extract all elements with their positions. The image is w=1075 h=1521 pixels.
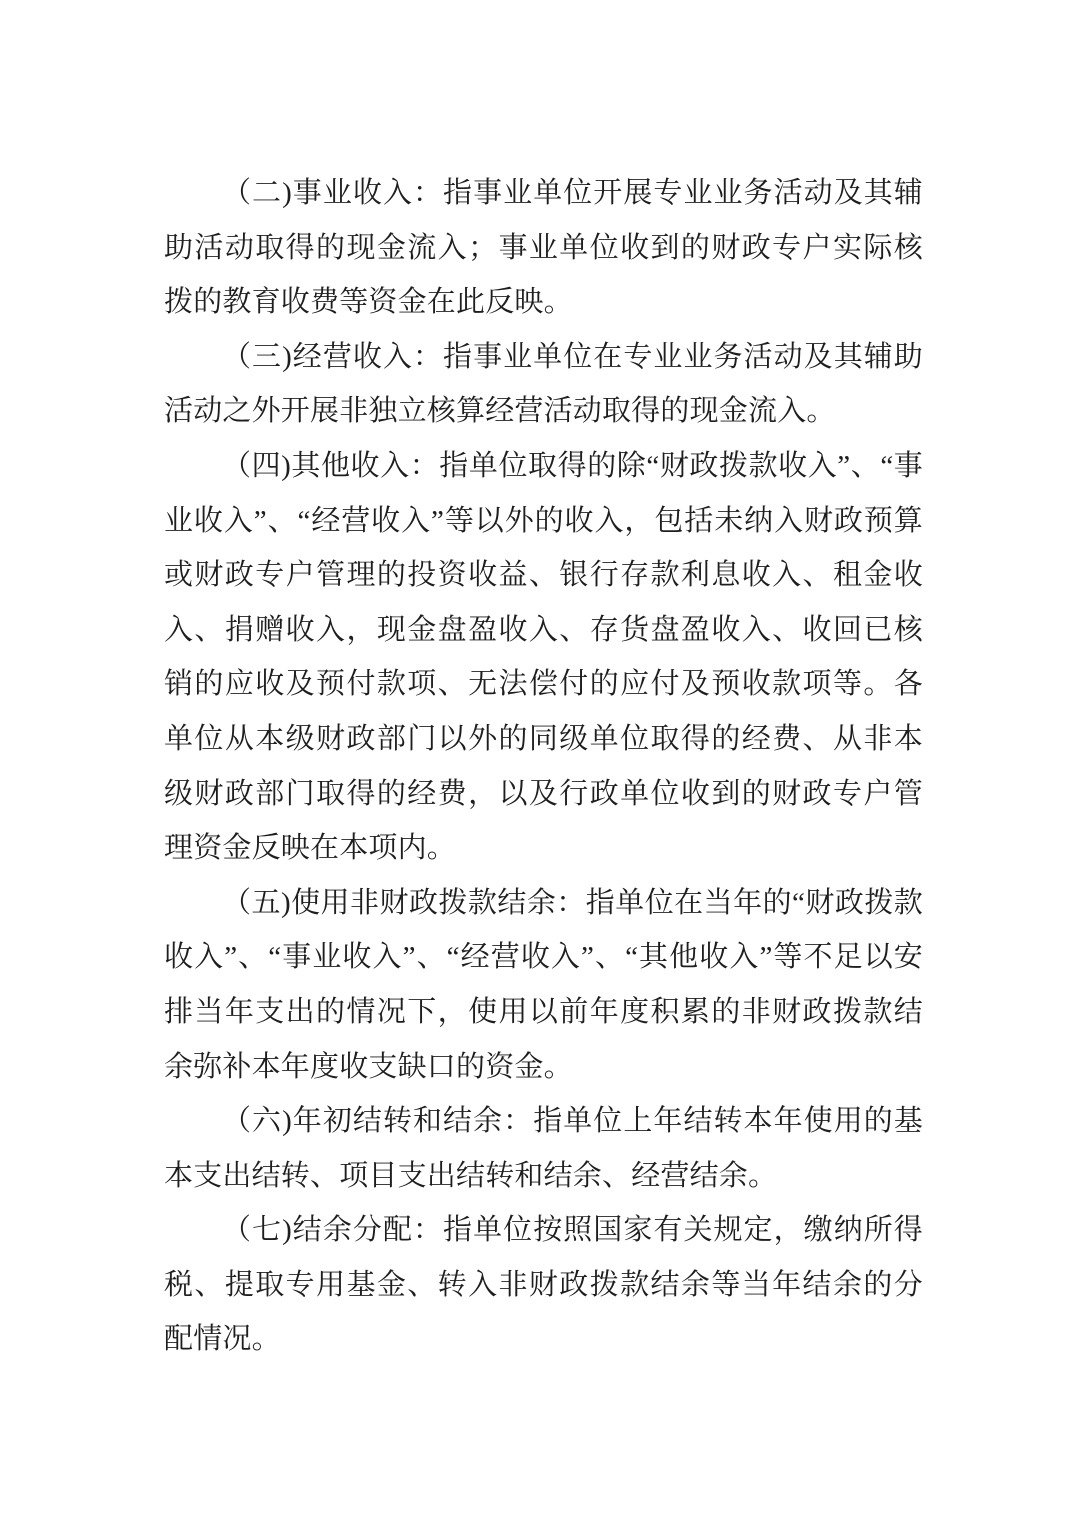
paragraph-shiyong-feicaizheng-bokuan-jieyu: （五)使用非财政拨款结余：指单位在当年的“财政拨款收入”、“事业收入”、“经营收入”、“其他收入”等不足以安排当年支出的情况下，使用以前年度积累的非财政拨款结余弥补本年度收支缺口的资金。 bbox=[164, 886, 923, 1083]
paragraph-nianchu-jiezhuan-he-jieyu: （六)年初结转和结余：指单位上年结转本年使用的基本支出结转、项目支出结转和结余、经营结余。 bbox=[164, 1105, 923, 1192]
paragraph-jingying-shouru: （三)经营收入：指事业单位在专业业务活动及其辅助活动之外开展非独立核算经营活动取得的现金流入。 bbox=[164, 340, 923, 428]
document-text-block bbox=[164, 166, 923, 1367]
paragraph-qita-shouru: （四)其他收入：指单位取得的除“财政拨款收入”、“事业收入”、“经营收入”等以外的收入，包括未纳入财政预算或财政专户管理的投资收益、银行存款利息收入、租金收入、捐赠收入，现金盘盈收入、存货盘盈收入、收回已核销的应收及预付款项、无法偿付的应付及预收款项等。各单位从本级财政部门以外的同级单位取得的经费、从非本级财政部门取得的经费，以及行政单位收到的财政专户管理资金反映在本项内。 bbox=[164, 449, 923, 865]
paragraph-shiye-shouru: （二)事业收入：指事业单位开展专业业务活动及其辅助活动取得的现金流入；事业单位收到的财政专户实际核拨的教育收费等资金在此反映。 bbox=[164, 177, 923, 319]
paragraph-jieyu-fenpei: （七)结余分配：指单位按照国家有关规定，缴纳所得税、提取专用基金、转入非财政拨款结余等当年结余的分配情况。 bbox=[164, 1214, 923, 1356]
